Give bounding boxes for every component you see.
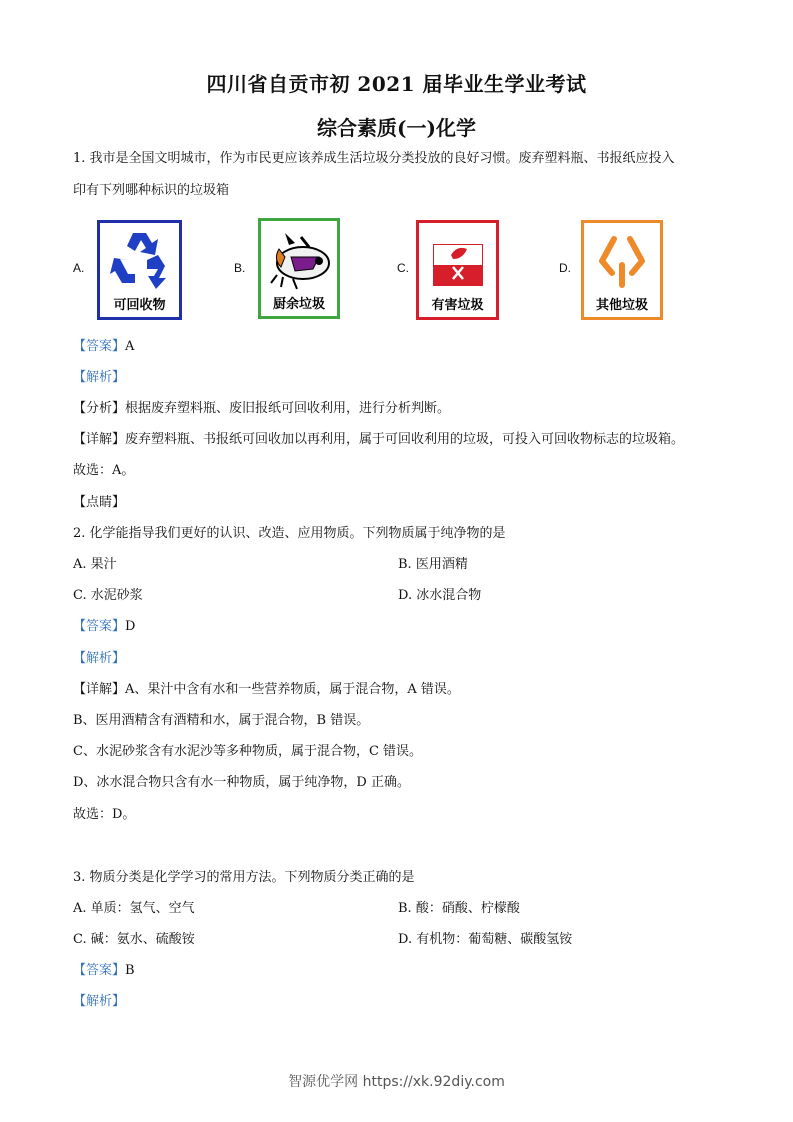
q3-option-a: A. 单质：氢气、空气 — [73, 901, 195, 916]
q1-answer-value: A — [125, 339, 135, 354]
q2-option-a: A. 果汁 — [73, 557, 117, 572]
q1-analysis-tag: 【解析】 — [73, 370, 126, 385]
q2-detail-3: C、水泥砂浆含有水泥沙等多种物质，属于混合物，C 错误。 — [73, 744, 423, 759]
q2-option-d: D. 冰水混合物 — [398, 588, 482, 603]
hazardous-waste-bin-sign — [416, 220, 499, 320]
q3-answer — [73, 962, 135, 980]
kitchen-waste-bin-sign — [258, 218, 340, 319]
food-waste-icon — [261, 223, 337, 297]
q3-option-c: C. 碱：氨水、硫酸铵 — [73, 932, 195, 947]
recyclable-caption: 可回收物 — [113, 298, 166, 313]
q3-option-d: D. 有机物：葡萄糖、碳酸氢铵 — [398, 932, 573, 947]
q2-answer-value: D — [125, 619, 136, 634]
q1-fenxi: 【分析】根据废弃塑料瓶、废旧报纸可回收利用，进行分析判断。 — [73, 401, 451, 416]
q2-detail-4: D、冰水混合物只含有水一种物质，属于纯净物，D 正确。 — [73, 775, 410, 790]
other-waste-bin-sign — [581, 220, 663, 320]
q3-answer-value: B — [125, 963, 135, 978]
hazardous-caption: 有害垃圾 — [431, 298, 484, 313]
q3-answer-tag: 【答案】 — [73, 963, 126, 978]
q3-stem: 3. 物质分类是化学学习的常用方法。下列物质分类正确的是 — [73, 870, 415, 885]
q1-option-d-label: D. — [559, 261, 571, 275]
q2-detail-2: B、医用酒精含有酒精和水，属于混合物，B 错误。 — [73, 713, 370, 728]
q2-choose: 故选：D。 — [73, 807, 136, 822]
q1-stem-line1: 1. 我市是全国文明城市，作为市民更应该养成生活垃圾分类投放的良好习惯。废弃塑料瓶、书报纸应投入 — [73, 151, 675, 166]
q1-stem-line2: 印有下列哪种标识的垃圾箱 — [73, 183, 230, 198]
hazardous-icon — [419, 225, 496, 295]
q1-answer-tag: 【答案】 — [73, 339, 126, 354]
q1-detail: 【详解】废弃塑料瓶、书报纸可回收加以再利用，属于可回收利用的垃圾，可投入可回收物标志的垃圾箱。 — [73, 432, 685, 447]
q2-stem: 2. 化学能指导我们更好的认识、改造、应用物质。下列物质属于纯净物的是 — [73, 526, 506, 541]
q2-option-c: C. 水泥砂浆 — [73, 588, 143, 603]
q1-answer — [73, 338, 134, 356]
q2-answer — [73, 618, 135, 636]
q3-option-b: B. 酸：硝酸、柠檬酸 — [398, 901, 520, 916]
document-title: 四川省自贡市初 2021 届毕业生学业考试 — [206, 72, 587, 96]
recyclable-bin-sign — [97, 220, 182, 320]
q1-option-a-label: A. — [73, 261, 85, 275]
q1-choose: 故选：A。 — [73, 463, 135, 478]
document-subtitle: 综合素质(一)化学 — [317, 116, 476, 140]
footer-watermark: 智源优学网 https://xk.92diy.com — [288, 1074, 505, 1090]
q3-analysis-tag: 【解析】 — [73, 994, 126, 1009]
q1-option-b-label: B. — [234, 261, 246, 275]
q2-option-b: B. 医用酒精 — [398, 557, 468, 572]
q1-option-c-label: C. — [397, 261, 409, 275]
recycle-icon — [100, 225, 179, 297]
other-waste-caption: 其他垃圾 — [595, 298, 648, 313]
q2-analysis-tag: 【解析】 — [73, 651, 126, 666]
other-waste-icon — [584, 225, 660, 295]
kitchen-waste-caption: 厨余垃圾 — [272, 297, 325, 312]
q2-detail-1: 【详解】A、果汁中含有水和一些营养物质，属于混合物，A 错误。 — [73, 682, 460, 697]
q1-dianjing: 【点睛】 — [73, 495, 126, 510]
q2-answer-tag: 【答案】 — [73, 619, 126, 634]
